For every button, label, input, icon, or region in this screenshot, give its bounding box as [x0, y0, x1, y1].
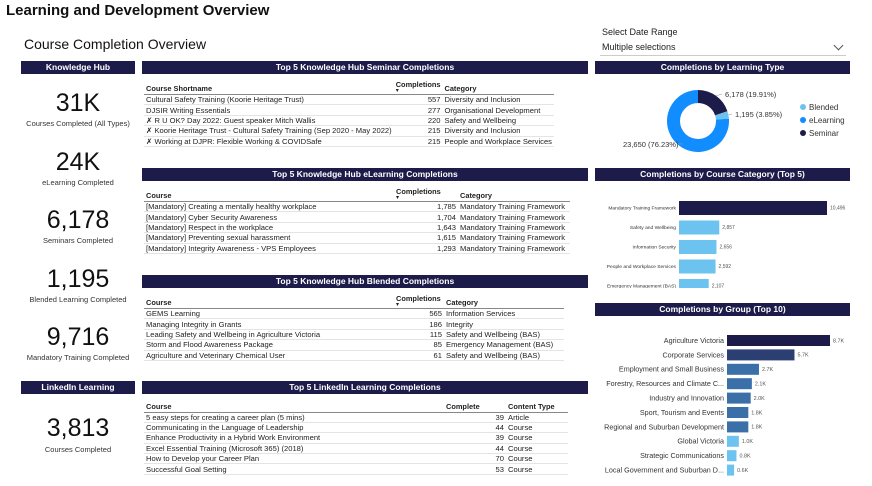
- category-label: Global Victoria: [677, 436, 724, 446]
- blended-table: [144, 294, 564, 361]
- kpi-linkedin-value: 3,813: [46, 414, 110, 442]
- table-row: ✗ R U OK? Day 2022: Guest speaker Mitch Wallis 220 Safety and Wellbeing: [144, 115, 554, 125]
- learning-type-chart-header: Completions by Learning Type: [595, 61, 850, 74]
- seminar-table: [144, 80, 554, 147]
- table-row: Communicating in the Language of Leadership 44 Course: [144, 422, 568, 432]
- column-header[interactable]: Course Shortname: [144, 80, 394, 95]
- category-label: Regional and Suburban Development: [604, 422, 724, 432]
- donut-data-label: 1,195 (3.85%): [735, 110, 783, 119]
- course-category-chart-header: Completions by Course Category (Top 5): [595, 168, 850, 181]
- bar-data-label: 8.7K: [833, 338, 845, 345]
- bar-data-label: 5.7K: [797, 352, 809, 359]
- bar-data-label: 2,592: [718, 264, 732, 271]
- bar-data-label: 0.6K: [737, 467, 749, 474]
- legend-marker: [800, 130, 806, 136]
- category-label: Employment and Small Business: [618, 364, 724, 374]
- group-chart-header: Completions by Group (Top 10): [595, 303, 850, 316]
- bar[interactable]: [679, 201, 827, 215]
- bar[interactable]: [727, 407, 748, 418]
- bar[interactable]: [679, 240, 716, 254]
- column-header[interactable]: Category: [444, 294, 564, 309]
- kpi-mandatory-value: 9,716: [46, 323, 110, 351]
- bar[interactable]: [727, 421, 748, 432]
- category-label: People and Workplace Services: [606, 265, 676, 271]
- bar-data-label: 1.8K: [751, 424, 763, 431]
- donut-data-label: 6,178 (19.91%): [725, 90, 777, 99]
- data-label-leader: [728, 114, 732, 115]
- column-header[interactable]: Category: [442, 80, 554, 95]
- column-header[interactable]: Complete: [444, 400, 506, 412]
- column-header[interactable]: Completions ▾: [395, 80, 441, 94]
- table-row: [Mandatory] Respect in the workplace 1,643 Mandatory Training Framework: [144, 222, 570, 232]
- table-row: Excel Essential Training (Microsoft 365) (2018) 44 Course: [144, 443, 568, 453]
- table-row: How to Develop your Career Plan 70 Course: [144, 454, 568, 464]
- bar-data-label: 2.0K: [753, 395, 765, 402]
- table-row: DJSIR Writing Essentials 277 Organisational Development: [144, 105, 554, 115]
- bar[interactable]: [727, 450, 736, 461]
- kpi-courses-completed-value: 31K: [55, 89, 101, 117]
- table-row: ✗ Working at DJPR: Flexible Working & COVIDSafe 215 People and Workplace Services: [144, 136, 554, 146]
- date-range-dropdown[interactable]: [600, 40, 846, 56]
- chevron-down-icon[interactable]: [834, 41, 844, 51]
- legend-label[interactable]: Blended: [809, 103, 839, 112]
- bar[interactable]: [679, 221, 719, 235]
- group-bar-chart: [595, 328, 850, 484]
- bar[interactable]: [727, 465, 734, 476]
- donut-data-label: 23,650 (76.23%): [623, 140, 679, 149]
- data-label-leader: [716, 94, 722, 96]
- table-row: Leading Safety and Wellbeing in Agriculture Victoria 115 Safety and Wellbeing (BAS): [144, 329, 564, 339]
- sort-down-icon[interactable]: ▾: [395, 88, 399, 94]
- table-row: ✗ Koorie Heritage Trust - Cultural Safety Training (Sep 2020 - May 2022) 215 Diversity and Inclusion: [144, 126, 554, 136]
- column-header[interactable]: Course: [144, 400, 444, 412]
- table-row: [Mandatory] Cyber Security Awareness 1,704 Mandatory Training Framework: [144, 212, 570, 222]
- category-label: Local Government and Suburban D...: [604, 465, 724, 475]
- bar[interactable]: [727, 436, 739, 447]
- legend-marker: [800, 117, 806, 123]
- table-row: Managing Integrity in Grants 186 Integrity: [144, 319, 564, 329]
- column-header[interactable]: Completions ▾: [394, 187, 458, 202]
- category-label: Strategic Communications: [640, 451, 724, 461]
- category-label: Sport, Tourism and Events: [639, 407, 724, 417]
- course-category-bar-chart: [595, 184, 850, 288]
- date-range-label: Select Date Range: [602, 27, 678, 37]
- linkedin-table-header: Top 5 LinkedIn Learning Completions: [142, 381, 588, 394]
- table-row: Successful Goal Setting 53 Course: [144, 464, 568, 474]
- bar[interactable]: [727, 335, 830, 346]
- bar[interactable]: [727, 349, 794, 360]
- bar-data-label: 2,656: [719, 244, 732, 251]
- kpi-courses-completed-label: Courses Completed (All Types): [26, 119, 130, 128]
- bar[interactable]: [679, 279, 709, 288]
- donut-slice-seminar[interactable]: [698, 90, 727, 115]
- table-row: [Mandatory] Preventing sexual harassment 1,615 Mandatory Training Framework: [144, 233, 570, 243]
- kpi-elearning-value: 24K: [55, 148, 101, 176]
- column-header[interactable]: Content Type: [506, 400, 568, 412]
- knowledge-hub-header: Knowledge Hub: [21, 61, 135, 74]
- bar[interactable]: [727, 378, 752, 389]
- legend-label[interactable]: eLearning: [809, 116, 845, 125]
- legend-label[interactable]: Seminar: [809, 129, 839, 138]
- kpi-seminars-value: 6,178: [46, 206, 110, 234]
- bar-data-label: 1.8K: [751, 410, 763, 417]
- kpi-mandatory-label: Mandatory Training Completed: [26, 353, 130, 362]
- linkedin-table: [144, 400, 568, 475]
- bar-data-label: 2,857: [722, 225, 735, 232]
- table-row: [Mandatory] Creating a mentally healthy workplace 1,785 Mandatory Training Framework: [144, 202, 570, 212]
- category-label: Safety and Wellbeing: [629, 226, 676, 232]
- category-label: Emergency Management (BAS): [606, 284, 676, 288]
- category-label: Forestry, Resources and Climate C...: [606, 379, 724, 389]
- bar-data-label: 1.0K: [741, 439, 753, 446]
- elearning-table-header: Top 5 Knowledge Hub eLearning Completions: [142, 168, 588, 181]
- sort-down-icon[interactable]: ▾: [396, 195, 400, 201]
- blended-table-header: Top 5 Knowledge Hub Blended Completions: [142, 275, 588, 288]
- bar-data-label: 2,107: [711, 283, 725, 288]
- category-label: Mandatory Training Framework: [608, 206, 676, 212]
- table-row: Enhance Productivity in a Hybrid Work Environment 39 Course: [144, 433, 568, 443]
- elearning-table: [144, 187, 570, 254]
- kpi-blended-label: Blended Learning Completed: [29, 295, 127, 304]
- sort-down-icon[interactable]: ▾: [396, 302, 400, 308]
- category-label: Information Security: [632, 245, 676, 251]
- table-row: GEMS Learning 565 Information Services: [144, 309, 564, 319]
- legend-marker: [800, 104, 806, 110]
- table-row: 5 easy steps for creating a career plan (5 mins) 39 Article: [144, 412, 568, 422]
- bar-data-label: 0.8K: [739, 453, 751, 460]
- table-row: Agriculture and Veterinary Chemical User 61 Safety and Wellbeing (BAS): [144, 350, 564, 360]
- learning-type-donut-chart: [595, 76, 850, 164]
- kpi-linkedin-label: Courses Completed: [44, 445, 112, 454]
- table-row: Cultural Safety Training (Koorie Heritage Trust) 557 Diversity and Inclusion: [144, 95, 554, 105]
- report-subtitle: Course Completion Overview: [24, 36, 207, 52]
- kpi-seminars-label: Seminars Completed: [42, 236, 114, 245]
- table-row: [Mandatory] Integrity Awareness - VPS Employees 1,293 Mandatory Training Framework: [144, 243, 570, 253]
- bar-data-label: 2.1K: [754, 381, 766, 388]
- column-header[interactable]: Course: [144, 294, 394, 309]
- linkedin-learning-header: LinkedIn Learning: [21, 381, 135, 394]
- column-header[interactable]: Completions ▾: [394, 294, 444, 309]
- column-header[interactable]: Category: [458, 187, 570, 202]
- table-row: Storm and Flood Awareness Package 85 Emergency Management (BAS): [144, 340, 564, 350]
- bar[interactable]: [727, 393, 751, 404]
- category-label: Industry and Innovation: [649, 393, 724, 403]
- page-title: Learning and Development Overview: [6, 2, 270, 19]
- bar-data-label: 2.7K: [761, 367, 774, 374]
- seminar-table-header: Top 5 Knowledge Hub Seminar Completions: [142, 61, 588, 74]
- bar[interactable]: [727, 364, 759, 375]
- date-range-value: Multiple selections: [602, 42, 676, 52]
- kpi-blended-value: 1,195: [46, 265, 110, 293]
- kpi-elearning-label: eLearning Completed: [42, 178, 114, 187]
- bar-data-label: 10,496: [830, 205, 846, 212]
- category-label: Agriculture Victoria: [663, 335, 724, 345]
- bar[interactable]: [679, 260, 716, 274]
- column-header[interactable]: Course: [144, 187, 394, 202]
- category-label: Corporate Services: [662, 350, 724, 360]
